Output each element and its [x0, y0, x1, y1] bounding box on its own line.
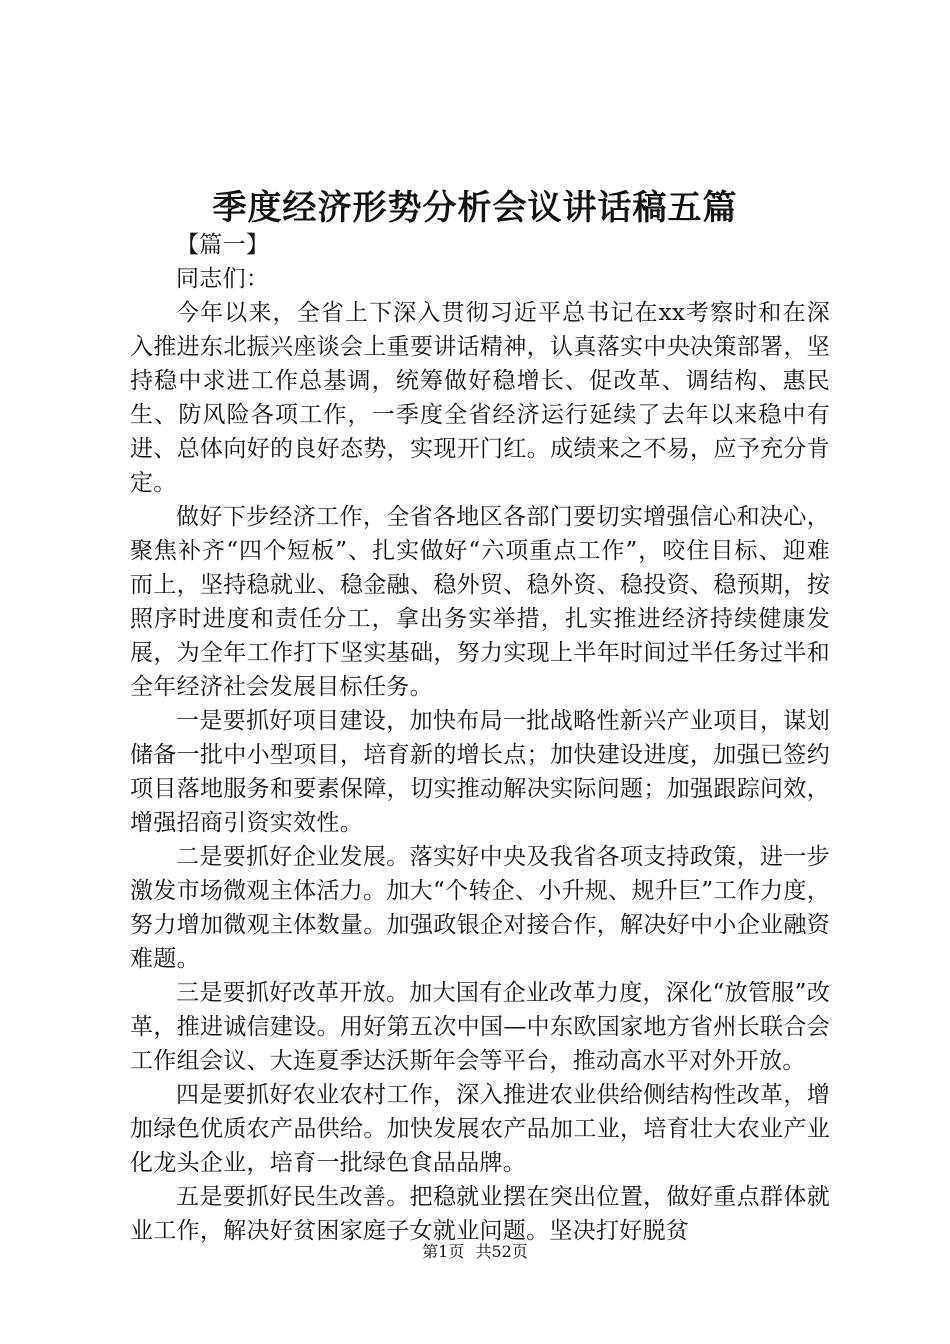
section-label: 【篇一】 [176, 232, 270, 258]
document-body [130, 228, 830, 1248]
paragraph: 四是要抓好农业农村工作，深入推进农业供给侧结构性改革，增加绿色优质农产品供给。加快发展农产品加工业，培育壮大农业产业化龙头企业，培育一批绿色食品品牌。 [130, 1082, 830, 1176]
paragraph: 今年以来，全省上下深入贯彻习近平总书记在xx考察时和在深入推进东北振兴座谈会上重要讲话精神，认真落实中央决策部署，坚持稳中求进工作总基调，统筹做好稳增长、促改革、调结构、惠民生、防风险各项工作，一季度全省经济运行延续了去年以来稳中有进、总体向好的良好态势，实现开门红。成绩来之不易，应予充分肯定。 [130, 300, 830, 496]
paragraph: 五是要抓好民生改善。把稳就业摆在突出位置，做好重点群体就业工作，解决好贫困家庭子女就业问题。坚决打好脱贫 [130, 1184, 830, 1244]
page-total: 共52页 [475, 1242, 528, 1261]
page-number: 第1页 [422, 1242, 465, 1261]
page-footer [0, 1242, 950, 1262]
paragraph: 三是要抓好改革开放。加大国有企业改革力度，深化“放管服”改革，推进诚信建设。用好第五次中国—中东欧国家地方省州长联合会工作组会议、大连夏季达沃斯年会等平台，推动高水平对外开放。 [130, 980, 830, 1074]
paragraph: 做好下步经济工作，全省各地区各部门要切实增强信心和决心，聚焦补齐“四个短板”、扎实做好“六项重点工作”，咬住目标、迎难而上，坚持稳就业、稳金融、稳外贸、稳外资、稳投资、稳预期，按照序时进度和责任分工，拿出务实举措，扎实推进经济持续健康发展，为全年工作打下坚实基础，努力实现上半年时间过半任务过半和全年经济社会发展目标任务。 [130, 504, 830, 700]
paragraph: 一是要抓好项目建设，加快布局一批战略性新兴产业项目，谋划储备一批中小型项目，培育新的增长点；加快建设进度，加强已签约项目落地服务和要素保障，切实推动解决实际问题；加强跟踪问效，增强招商引资实效性。 [130, 708, 830, 836]
paragraph: 二是要抓好企业发展。落实好中央及我省各项支持政策，进一步激发市场微观主体活力。加大“个转企、小升规、规升巨”工作力度，努力增加微观主体数量。加强政银企对接合作，解决好中小企业融资难题。 [130, 844, 830, 972]
salutation: 同志们： [176, 266, 270, 292]
document-title: 季度经济形势分析会议讲话稿五篇 [212, 188, 738, 228]
